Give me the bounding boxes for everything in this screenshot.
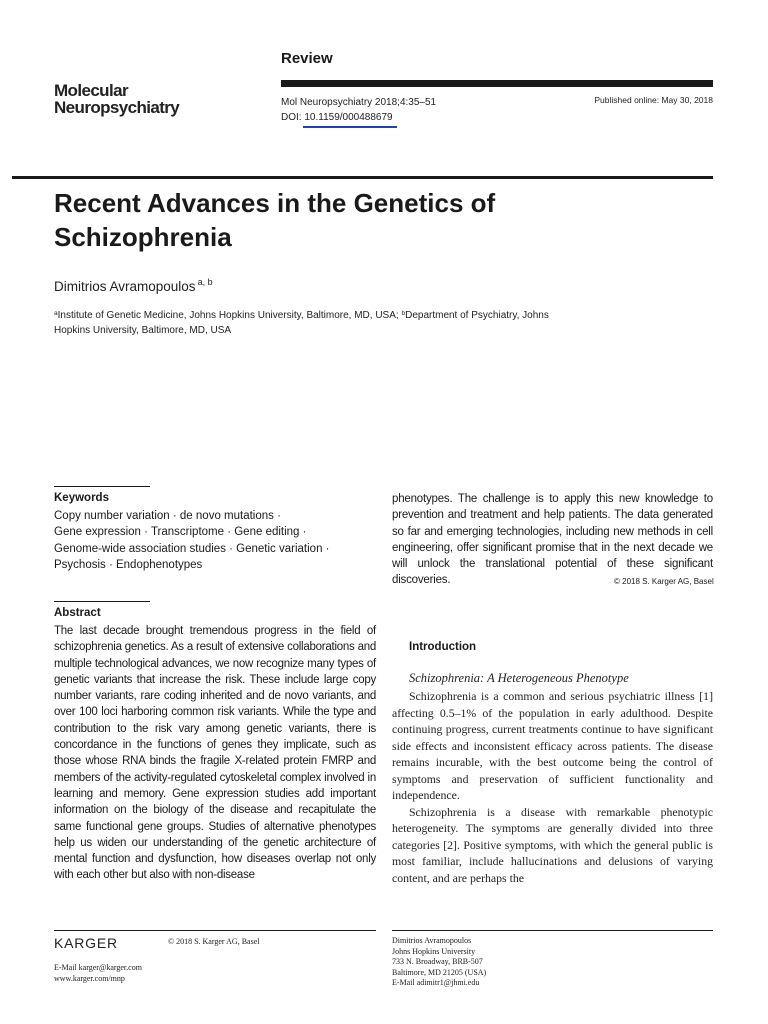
introduction-subheading: Schizophrenia: A Heterogeneous Phenotype [409,671,629,685]
correspondence-block [392,936,486,989]
footer-rule-left [54,930,376,931]
doi-line [281,110,436,125]
doi-underline [303,126,397,128]
author-line [54,277,213,294]
author-name: Dimitrios Avramopoulos [54,279,196,294]
keywords-heading: Keywords [54,492,109,504]
doi-label: DOI: [281,112,305,123]
correspondence-line: Johns Hopkins University [392,946,476,956]
journal-name-line2: Neuropsychiatry [54,98,180,117]
keywords-line: Gene expression · Transcriptome · Gene editing · [54,526,307,539]
published-date: Published online: May 30, 2018 [594,95,713,105]
citation-block [281,95,436,125]
footer-rule-right [392,930,713,931]
title-rule [12,176,713,179]
publisher-contact [54,963,142,984]
publisher-website[interactable]: www.karger.com/mnp [54,973,125,983]
body-paragraph: Schizophrenia is a disease with remarkable phenotypic heterogeneity. The symptoms are generally divided into three categories [2]. Positive symptoms, with which the general public is most familiar, include hallucinations and delusions of varying content, and are perhaps the [392,804,713,885]
correspondence-line: Dimitrios Avramopoulos [392,936,472,945]
correspondence-line: Baltimore, MD 21205 (USA) [392,967,487,977]
doi-link[interactable]: 10.1159/000488679 [304,112,393,123]
journal-logo [54,82,179,116]
correspondence-line: 733 N. Broadway, BRB-507 [392,957,483,966]
author-affil-marks: a, b [197,277,213,287]
publisher-logo: KARGER [54,935,118,951]
citation: Mol Neuropsychiatry 2018;4:35–51 [281,97,437,108]
affil-text-a: Institute of Genetic Medicine, Johns Hopkins University, Baltimore, MD, USA; [57,310,402,321]
keywords-line: Copy number variation · de novo mutations · [54,510,281,522]
affil-text-b: Department of Psychiatry, Johns Hopkins University, Baltimore, MD, USA [54,310,549,336]
header-rule [281,80,713,87]
abstract-copyright: © 2018 S. Karger AG, Basel [614,577,714,586]
introduction-body [392,688,713,886]
section-label: Review [281,50,333,67]
keywords-line: Psychosis · Endophenotypes [54,558,203,571]
abstract-text: The last decade brought tremendous progress in the field of schizophrenia genetics. As a result of extensive collaborations and multiple technological advances, we now recognize many types of genetic variants that increase the risk. These include large copy number variants, rare coding inherited and de novo variants, and over 100 loci harboring common risk variants. While the type and contribution to the risk vary among genetic variants, there is concordance in the functions of genes they implicate, such as those whose RNA binds the fragile X-related protein FMRP and members of the activity-regulated cytoskeletal complex involved in learning and memory. Gene expression studies add important information on the biology of the disease and recapitulate the same functional gene groups. Studies of alternative phenotypes help us widen our understanding of the genetic architecture of mental function and dysfunction, how diseases overlap not only with each other but also with non-disease [54,625,376,882]
body-paragraph: Schizophrenia is a common and serious psychiatric illness [1] affecting 0.5–1% of the population in early adulthood. Despite continuing progress, current treatments continue to have significant side effects and inconsistent efficacy across patients. The disease remains incurable, with the best outcome being the control of symptoms and preservation of sufficient functionality and independence. [392,689,713,802]
introduction-heading: Introduction [409,641,477,653]
keywords-rule [54,486,150,487]
keywords-list [54,508,376,573]
abstract-rule [54,601,150,602]
affiliations [54,306,574,338]
affil-mark-a: a [54,310,58,317]
keywords-line: Genome-wide association studies · Genetic variation · [54,542,330,555]
journal-name-line1: Molecular [54,81,128,100]
abstract-heading: Abstract [54,607,101,619]
footer-copyright: © 2018 S. Karger AG, Basel [168,937,260,946]
correspondence-email[interactable]: E-Mail adimitr1@jhmi.edu [392,978,480,987]
article-title: Recent Advances in the Genetics of Schizophrenia [54,188,496,252]
affil-mark-b: b [401,310,406,317]
abstract-continuation: phenotypes. The challenge is to apply this new knowledge to prevention and treatment and help patients. The data generated so far and emerging technologies, including new methods in cell engineering, offer significant promise that in the next decade we will unlock the translational potential of these significant discoveries. [392,493,713,587]
publisher-email[interactable]: E-Mail karger@karger.com [54,963,142,972]
